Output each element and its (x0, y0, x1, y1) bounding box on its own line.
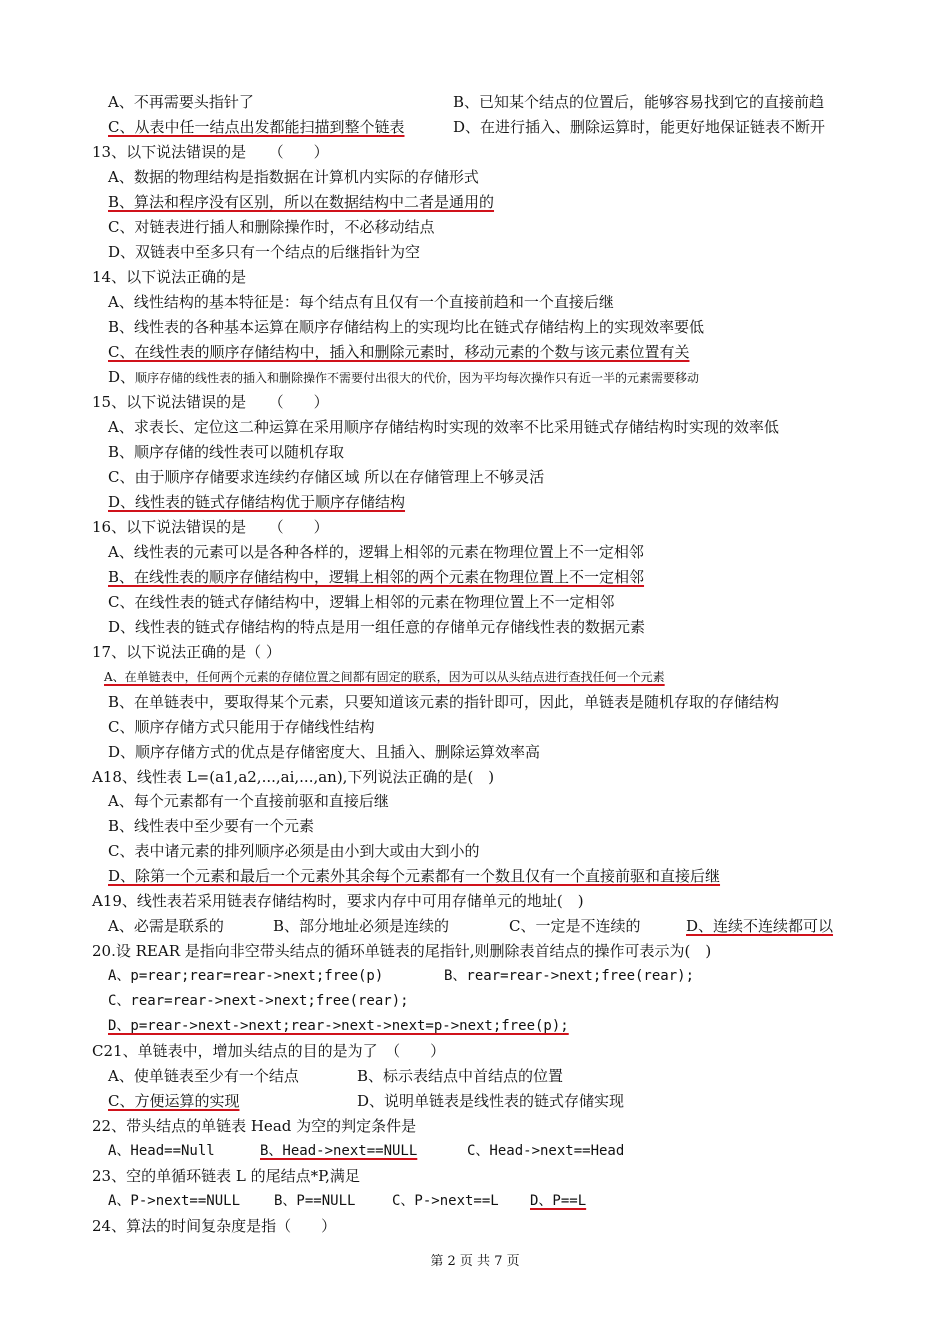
q12-option-a: A、不再需要头指针了 (108, 93, 254, 111)
q14-option-d (108, 367, 699, 388)
q13-question: 13、以下说法错误的是 （ ） (92, 143, 329, 161)
q17-option-d: D、顺序存储方式的优点是存储密度大、且插入、删除运算效率高 (108, 743, 541, 761)
q13-option-b-answer: B、算法和程序没有区别，所以在数据结构中二者是通用的 (108, 193, 495, 211)
q19-question: A19、线性表若采用链表存储结构时，要求内存中可用存储单元的地址( ) (92, 892, 584, 910)
q16-option-a: A、线性表的元素可以是各种各样的，逻辑上相邻的元素在物理位置上不一定相邻 (108, 543, 644, 561)
q21-option-a: A、使单链表至少有一个结点 (108, 1067, 299, 1085)
q14-option-c-answer: C、在线性表的顺序存储结构中，插入和删除元素时，移动元素的个数与该元素位置有关 (108, 343, 690, 361)
q14-option-b: B、线性表的各种基本运算在顺序存储结构上的实现均比在链式存储结构上的实现效率要低 (108, 318, 705, 336)
q19-option-a: A、必需是联系的 (108, 917, 224, 935)
q15-option-a: A、求表长、定位这二种运算在采用顺序存储结构时实现的效率不比采用链式存储结构时实现的效率低 (108, 418, 779, 436)
q23-question: 23、空的单循环链表 L 的尾结点*P,满足 (92, 1167, 360, 1185)
q19-option-c: C、一定是不连续的 (509, 917, 641, 935)
q14-option-d-prefix: D、 (108, 368, 136, 386)
q20-option-a: A、p=rear;rear=rear->next;free(p) (108, 968, 384, 984)
q13-option-d: D、双链表中至多只有一个结点的后继指针为空 (108, 243, 421, 261)
q22-option-b-answer: B、Head->next==NULL (260, 1143, 418, 1159)
q17-question: 17、以下说法正确的是（ ） (92, 643, 281, 661)
page-number-footer: 第 2 页 共 7 页 (430, 1254, 520, 1269)
q20-option-c: C、rear=rear->next->next;free(rear); (108, 993, 409, 1009)
q21-option-c-answer: C、方便运算的实现 (108, 1092, 240, 1110)
q18-option-b: B、线性表中至少要有一个元素 (108, 817, 315, 835)
q22-option-a: A、Head==Null (108, 1143, 215, 1159)
q16-option-d: D、线性表的链式存储结构的特点是用一组任意的存储单元存储线性表的数据元素 (108, 618, 646, 636)
q15-option-c: C、由于顺序存储要求连续约存储区域 所以在存储管理上不够灵活 (108, 468, 545, 486)
q22-question: 22、带头结点的单链表 Head 为空的判定条件是 (92, 1117, 417, 1135)
q17-option-a-answer: A、在单链表中，任何两个元素的存储位置之间都有固定的联系，因为可以从头结点进行查找任何一个元素 (104, 670, 665, 684)
q16-option-c: C、在线性表的链式存储结构中，逻辑上相邻的元素在物理位置上不一定相邻 (108, 593, 615, 611)
q20-option-b: B、rear=rear->next;free(rear); (444, 968, 695, 984)
q20-question: 20.设 REAR 是指向非空带头结点的循环单链表的尾指针,则删除表首结点的操作可表示为( ) (92, 942, 712, 960)
q17-option-c: C、顺序存储方式只能用于存储线性结构 (108, 718, 375, 736)
q17-option-b: B、在单链表中，要取得某个元素，只要知道该元素的指针即可，因此，单链表是随机存取的存储结构 (108, 693, 780, 711)
q22-option-c: C、Head->next==Head (467, 1143, 625, 1159)
q14-option-d-text: 顺序存储的线性表的插入和删除操作不需要付出很大的代价，因为平均每次操作只有近一半的元素需要移动 (135, 371, 700, 385)
q18-option-c: C、表中诸元素的排列顺序必须是由小到大或由大到小的 (108, 842, 480, 860)
q23-option-a: A、P->next==NULL (108, 1193, 241, 1209)
q18-option-a: A、每个元素都有一个直接前驱和直接后继 (108, 792, 389, 810)
q14-option-a: A、线性结构的基本特征是：每个结点有且仅有一个直接前趋和一个直接后继 (108, 293, 614, 311)
q16-question: 16、以下说法错误的是 （ ） (92, 518, 329, 536)
q13-option-c: C、对链表进行插人和删除操作时，不必移动结点 (108, 218, 435, 236)
q20-option-d-answer: D、p=rear->next->next;rear->next->next=p->next;free(p); (108, 1018, 569, 1034)
q15-option-b: B、顺序存储的线性表可以随机存取 (108, 443, 345, 461)
q23-option-c: C、P->next==L (392, 1193, 499, 1209)
q21-option-d: D、说明单链表是线性表的链式存储实现 (357, 1092, 625, 1110)
q19-option-b: B、部分地址必须是连续的 (273, 917, 450, 935)
q24-question: 24、算法的时间复杂度是指（ ） (92, 1217, 337, 1235)
q23-option-b: B、P==NULL (274, 1193, 356, 1209)
q14-question: 14、以下说法正确的是 (92, 268, 247, 286)
q21-option-b: B、标示表结点中首结点的位置 (357, 1067, 564, 1085)
q23-option-d-answer: D、P==L (530, 1193, 587, 1209)
q15-option-d-answer: D、线性表的链式存储结构优于顺序存储结构 (108, 493, 406, 511)
q12-option-c-answer: C、从表中任一结点出发都能扫描到整个链表 (108, 118, 405, 136)
q13-option-a: A、数据的物理结构是指数据在计算机内实际的存储形式 (108, 168, 479, 186)
q18-question: A18、线性表 L=(a1,a2,...,ai,...,an),下列说法正确的是( ) (92, 768, 495, 786)
q16-option-b-answer: B、在线性表的顺序存储结构中，逻辑上相邻的两个元素在物理位置上不一定相邻 (108, 568, 645, 586)
q18-option-d-answer: D、除第一个元素和最后一个元素外其余每个元素都有一个数且仅有一个直接前驱和直接后继 (108, 867, 721, 885)
q12-option-d: D、在进行插入、删除运算时，能更好地保证链表不断开 (453, 118, 826, 136)
q15-question: 15、以下说法错误的是 （ ） (92, 393, 329, 411)
q21-question: C21、单链表中，增加头结点的目的是为了 （ ） (92, 1042, 446, 1060)
q19-option-d-answer: D、连续不连续都可以 (686, 917, 834, 935)
q12-option-b: B、已知某个结点的位置后，能够容易找到它的直接前趋 (453, 93, 825, 111)
